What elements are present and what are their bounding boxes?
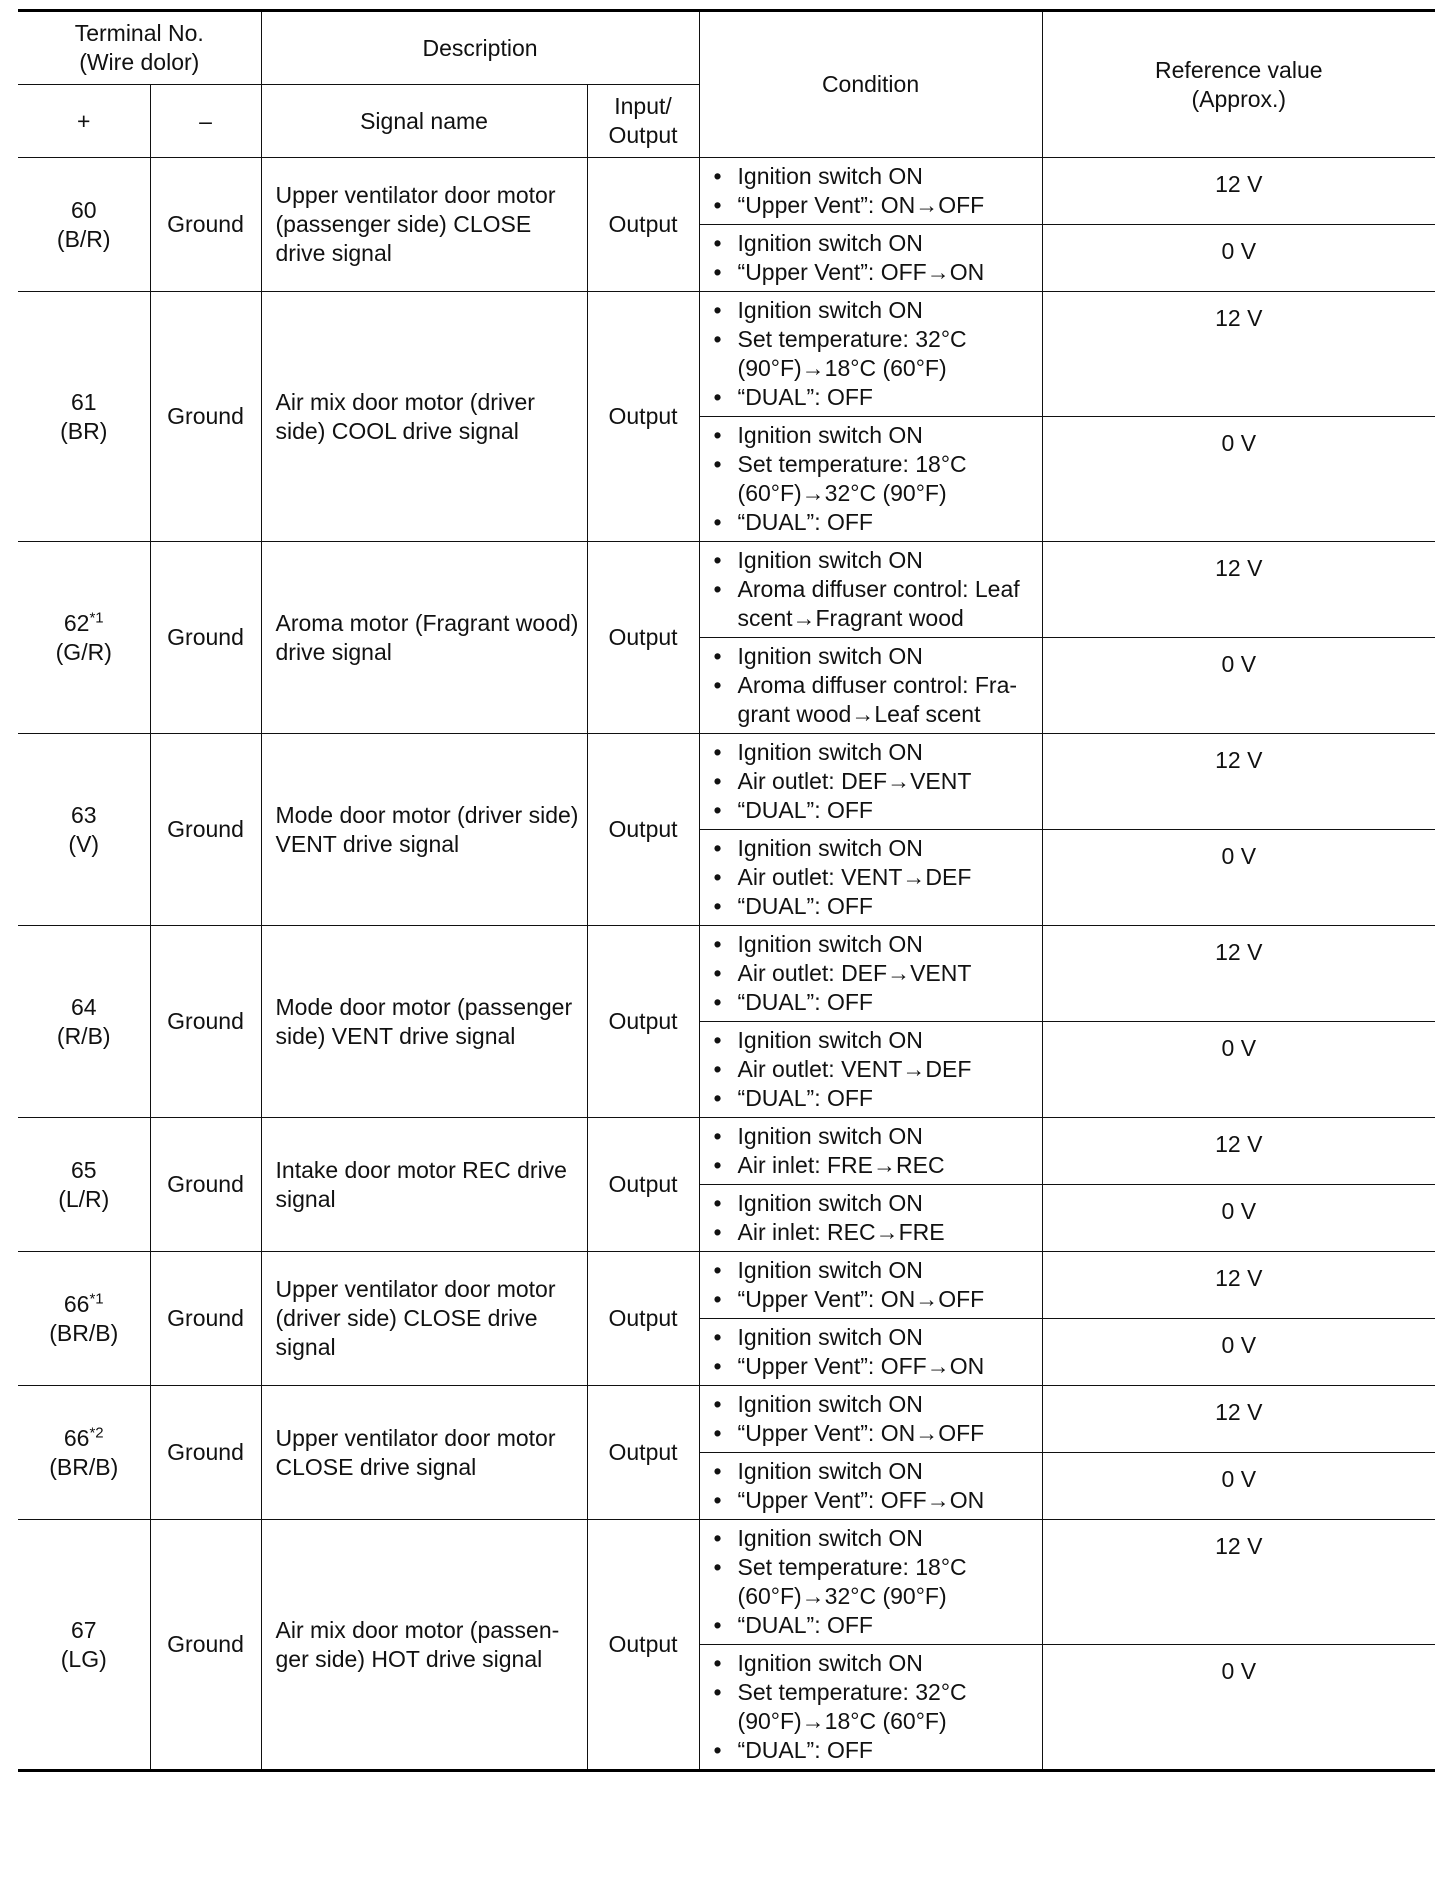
input-output-cell: Output bbox=[587, 1252, 699, 1386]
condition-list bbox=[710, 1189, 1034, 1247]
condition-cell bbox=[699, 1319, 1042, 1386]
reference-value: 12 V bbox=[1215, 1399, 1263, 1425]
reference-value: 12 V bbox=[1215, 171, 1263, 197]
reference-value: 0 V bbox=[1221, 1466, 1257, 1492]
condition-cell bbox=[699, 542, 1042, 638]
condition-item: • Set temperature: 32°C (90°F)→18°C (60°F) bbox=[710, 325, 1034, 383]
condition-item: • Set temperature: 18°C (60°F)→32°C (90°F) bbox=[710, 450, 1034, 508]
condition-item: • Ignition switch ON bbox=[710, 738, 1034, 767]
condition-item: • “Upper Vent”: OFF→ON bbox=[710, 1352, 1034, 1381]
reference-value-cell bbox=[1042, 417, 1435, 542]
terminal-cell bbox=[18, 1520, 150, 1771]
condition-item: • “Upper Vent”: ON→OFF bbox=[710, 191, 1034, 220]
reference-value-cell bbox=[1042, 1319, 1435, 1386]
condition-cell bbox=[699, 1252, 1042, 1319]
terminal-cell bbox=[18, 1252, 150, 1386]
condition-item: • “DUAL”: OFF bbox=[710, 1736, 1034, 1765]
condition-list bbox=[710, 738, 1034, 825]
condition-item: • Ignition switch ON bbox=[710, 1323, 1034, 1352]
signal-name-cell: Air mix door motor (driver side) COOL drive signal bbox=[261, 292, 587, 542]
condition-cell bbox=[699, 1453, 1042, 1520]
reference-value-cell bbox=[1042, 1185, 1435, 1252]
condition-list bbox=[710, 1323, 1034, 1381]
condition-item: • Ignition switch ON bbox=[710, 1189, 1034, 1218]
table-row bbox=[18, 1118, 1435, 1185]
condition-item: • Ignition switch ON bbox=[710, 1026, 1034, 1055]
signal-name-cell: Mode door motor (driver side) VENT drive signal bbox=[261, 734, 587, 926]
reference-value: 0 V bbox=[1221, 843, 1257, 869]
input-output-cell: Output bbox=[587, 292, 699, 542]
input-output-cell: Output bbox=[587, 542, 699, 734]
approx-label: (Approx.) bbox=[1191, 85, 1287, 112]
reference-value-cell bbox=[1042, 292, 1435, 417]
condition-item: • “DUAL”: OFF bbox=[710, 508, 1034, 537]
condition-item: • “DUAL”: OFF bbox=[710, 1611, 1034, 1640]
condition-cell bbox=[699, 830, 1042, 926]
signal-name-cell: Upper ventilator door motor (passenger side) CLOSE drive signal bbox=[261, 158, 587, 292]
condition-cell bbox=[699, 1185, 1042, 1252]
input-output-cell: Output bbox=[587, 926, 699, 1118]
reference-value: 0 V bbox=[1221, 1658, 1257, 1684]
condition-item: • “Upper Vent”: OFF→ON bbox=[710, 1486, 1034, 1515]
ground-cell: Ground bbox=[150, 542, 261, 734]
terminal-number: 66 bbox=[63, 1290, 90, 1317]
wire-color: (LG) bbox=[60, 1645, 107, 1672]
reference-value: 12 V bbox=[1215, 1265, 1263, 1291]
condition-item: • Ignition switch ON bbox=[710, 1256, 1034, 1285]
wire-color: (B/R) bbox=[56, 225, 111, 252]
ground-cell: Ground bbox=[150, 158, 261, 292]
terminal-number: 63 bbox=[70, 801, 97, 828]
reference-value-cell bbox=[1042, 1645, 1435, 1771]
condition-item: • Air outlet: DEF→VENT bbox=[710, 767, 1034, 796]
condition-item: • “DUAL”: OFF bbox=[710, 1084, 1034, 1113]
condition-item: • “Upper Vent”: ON→OFF bbox=[710, 1419, 1034, 1448]
reference-value: 12 V bbox=[1215, 305, 1263, 331]
condition-cell bbox=[699, 638, 1042, 734]
condition-item: • Ignition switch ON bbox=[710, 930, 1034, 959]
wire-color: (L/R) bbox=[58, 1185, 110, 1212]
condition-item: • Ignition switch ON bbox=[710, 229, 1034, 258]
reference-value-cell bbox=[1042, 734, 1435, 830]
signal-name-cell: Mode door motor (passenger side) VENT drive signal bbox=[261, 926, 587, 1118]
condition-item: • Ignition switch ON bbox=[710, 296, 1034, 325]
reference-value-cell bbox=[1042, 1022, 1435, 1118]
condition-item: • Ignition switch ON bbox=[710, 546, 1034, 575]
minus-header: – bbox=[150, 85, 261, 158]
condition-item: • Ignition switch ON bbox=[710, 834, 1034, 863]
condition-list bbox=[710, 1026, 1034, 1113]
reference-value: 0 V bbox=[1221, 430, 1257, 456]
terminal-cell bbox=[18, 1386, 150, 1520]
reference-value-cell bbox=[1042, 638, 1435, 734]
terminal-number: 64 bbox=[70, 993, 97, 1020]
table-row bbox=[18, 1520, 1435, 1645]
reference-value-label: Reference value bbox=[1155, 56, 1323, 83]
condition-list bbox=[710, 421, 1034, 537]
signal-name-cell: Air mix door motor (passen-ger side) HOT drive signal bbox=[261, 1520, 587, 1771]
condition-cell bbox=[699, 926, 1042, 1022]
wire-color: (BR) bbox=[60, 417, 108, 444]
reference-value: 0 V bbox=[1221, 1035, 1257, 1061]
condition-header: Condition bbox=[699, 11, 1042, 158]
condition-list bbox=[710, 834, 1034, 921]
condition-item: • Aroma diffuser control: Fra-grant wood→Leaf scent bbox=[710, 671, 1034, 729]
condition-item: • Ignition switch ON bbox=[710, 162, 1034, 191]
condition-item: • Ignition switch ON bbox=[710, 421, 1034, 450]
reference-value: 12 V bbox=[1215, 1131, 1263, 1157]
input-output-cell: Output bbox=[587, 158, 699, 292]
reference-value-header bbox=[1042, 11, 1435, 158]
input-output-header: Input/ Output bbox=[587, 85, 699, 158]
terminal-cell bbox=[18, 734, 150, 926]
terminal-note: *1 bbox=[89, 1289, 104, 1307]
wire-color: (BR/B) bbox=[49, 1453, 119, 1480]
reference-value: 0 V bbox=[1221, 238, 1257, 264]
condition-list bbox=[710, 1649, 1034, 1765]
table-row bbox=[18, 1386, 1435, 1453]
signal-name-cell: Upper ventilator door motor (driver side) CLOSE drive signal bbox=[261, 1252, 587, 1386]
reference-value-cell bbox=[1042, 158, 1435, 225]
condition-item: • Set temperature: 18°C (60°F)→32°C (90°F) bbox=[710, 1553, 1034, 1611]
terminal-cell bbox=[18, 1118, 150, 1252]
reference-value-cell bbox=[1042, 1252, 1435, 1319]
table-row bbox=[18, 158, 1435, 225]
reference-value: 0 V bbox=[1221, 651, 1257, 677]
ground-cell: Ground bbox=[150, 1386, 261, 1520]
reference-value-cell bbox=[1042, 542, 1435, 638]
input-output-cell: Output bbox=[587, 1520, 699, 1771]
wire-color: (R/B) bbox=[56, 1022, 111, 1049]
input-output-cell: Output bbox=[587, 1386, 699, 1520]
condition-item: • “DUAL”: OFF bbox=[710, 988, 1034, 1017]
condition-list bbox=[710, 1122, 1034, 1180]
input-output-cell: Output bbox=[587, 734, 699, 926]
reference-value-cell bbox=[1042, 225, 1435, 292]
signal-name-cell: Intake door motor REC drive signal bbox=[261, 1118, 587, 1252]
reference-value: 0 V bbox=[1221, 1198, 1257, 1224]
reference-value: 12 V bbox=[1215, 939, 1263, 965]
condition-list bbox=[710, 1390, 1034, 1448]
terminal-cell bbox=[18, 542, 150, 734]
reference-value-cell bbox=[1042, 1453, 1435, 1520]
ground-cell: Ground bbox=[150, 1520, 261, 1771]
table-row bbox=[18, 542, 1435, 638]
wire-color: (BR/B) bbox=[49, 1319, 119, 1346]
condition-item: • “DUAL”: OFF bbox=[710, 796, 1034, 825]
reference-value: 12 V bbox=[1215, 1533, 1263, 1559]
condition-list bbox=[710, 1524, 1034, 1640]
reference-value: 12 V bbox=[1215, 747, 1263, 773]
condition-list bbox=[710, 229, 1034, 287]
table-row bbox=[18, 1252, 1435, 1319]
condition-item: • Aroma diffuser control: Leaf scent→Fragrant wood bbox=[710, 575, 1034, 633]
terminal-number: 66 bbox=[63, 1424, 90, 1451]
condition-item: • Ignition switch ON bbox=[710, 642, 1034, 671]
terminal-note: *1 bbox=[89, 608, 104, 626]
terminal-cell bbox=[18, 926, 150, 1118]
condition-list bbox=[710, 296, 1034, 412]
condition-item: • Air outlet: VENT→DEF bbox=[710, 863, 1034, 892]
signal-name-cell: Upper ventilator door motor CLOSE drive signal bbox=[261, 1386, 587, 1520]
condition-cell bbox=[699, 417, 1042, 542]
terminal-number: 67 bbox=[70, 1616, 97, 1643]
terminal-number: 62 bbox=[63, 609, 90, 636]
reference-value: 0 V bbox=[1221, 1332, 1257, 1358]
condition-item: • Air inlet: FRE→REC bbox=[710, 1151, 1034, 1180]
signal-name-cell: Aroma motor (Fragrant wood) drive signal bbox=[261, 542, 587, 734]
condition-item: • “Upper Vent”: OFF→ON bbox=[710, 258, 1034, 287]
condition-cell bbox=[699, 1022, 1042, 1118]
table-body bbox=[18, 158, 1435, 1771]
wire-color: (V) bbox=[68, 830, 100, 857]
condition-item: • Ignition switch ON bbox=[710, 1122, 1034, 1151]
terminal-number: 60 bbox=[70, 196, 97, 223]
plus-header: + bbox=[18, 85, 150, 158]
ground-cell: Ground bbox=[150, 734, 261, 926]
reference-value-cell bbox=[1042, 926, 1435, 1022]
reference-value-cell bbox=[1042, 1118, 1435, 1185]
condition-list bbox=[710, 1256, 1034, 1314]
condition-cell bbox=[699, 1645, 1042, 1771]
ground-cell: Ground bbox=[150, 1118, 261, 1252]
wire-color-label: (Wire dolor) bbox=[79, 49, 200, 75]
condition-item: • Ignition switch ON bbox=[710, 1390, 1034, 1419]
table-row bbox=[18, 926, 1435, 1022]
condition-list bbox=[710, 642, 1034, 729]
condition-item: • Ignition switch ON bbox=[710, 1649, 1034, 1678]
condition-list bbox=[710, 162, 1034, 220]
signal-name-header: Signal name bbox=[261, 85, 587, 158]
terminal-cell bbox=[18, 158, 150, 292]
condition-cell bbox=[699, 158, 1042, 225]
ground-cell: Ground bbox=[150, 292, 261, 542]
terminal-number: 61 bbox=[70, 388, 97, 415]
condition-list bbox=[710, 1457, 1034, 1515]
condition-item: • Set temperature: 32°C (90°F)→18°C (60°F) bbox=[710, 1678, 1034, 1736]
terminal-note: *2 bbox=[89, 1423, 104, 1441]
wire-color: (G/R) bbox=[55, 638, 112, 665]
ground-cell: Ground bbox=[150, 926, 261, 1118]
table-row bbox=[18, 292, 1435, 417]
condition-cell bbox=[699, 225, 1042, 292]
terminal-no-label: Terminal No. bbox=[74, 20, 204, 46]
reference-value: 12 V bbox=[1215, 555, 1263, 581]
condition-item: • “Upper Vent”: ON→OFF bbox=[710, 1285, 1034, 1314]
condition-item: • Ignition switch ON bbox=[710, 1524, 1034, 1553]
condition-item: • “DUAL”: OFF bbox=[710, 892, 1034, 921]
condition-cell bbox=[699, 1386, 1042, 1453]
reference-value-cell bbox=[1042, 1520, 1435, 1645]
terminal-reference-table bbox=[18, 9, 1435, 1772]
table-row bbox=[18, 734, 1435, 830]
reference-value-cell bbox=[1042, 1386, 1435, 1453]
condition-item: • Air inlet: REC→FRE bbox=[710, 1218, 1034, 1247]
reference-value-cell bbox=[1042, 830, 1435, 926]
condition-cell bbox=[699, 292, 1042, 417]
condition-item: • Air outlet: DEF→VENT bbox=[710, 959, 1034, 988]
input-output-cell: Output bbox=[587, 1118, 699, 1252]
condition-item: • “DUAL”: OFF bbox=[710, 383, 1034, 412]
terminal-cell bbox=[18, 292, 150, 542]
terminal-no-header bbox=[18, 11, 261, 85]
terminal-number: 65 bbox=[70, 1156, 97, 1183]
condition-item: • Air outlet: VENT→DEF bbox=[710, 1055, 1034, 1084]
ground-cell: Ground bbox=[150, 1252, 261, 1386]
condition-list bbox=[710, 930, 1034, 1017]
condition-item: • Ignition switch ON bbox=[710, 1457, 1034, 1486]
condition-cell bbox=[699, 1118, 1042, 1185]
condition-list bbox=[710, 546, 1034, 633]
condition-cell bbox=[699, 1520, 1042, 1645]
description-header: Description bbox=[261, 11, 699, 85]
condition-cell bbox=[699, 734, 1042, 830]
